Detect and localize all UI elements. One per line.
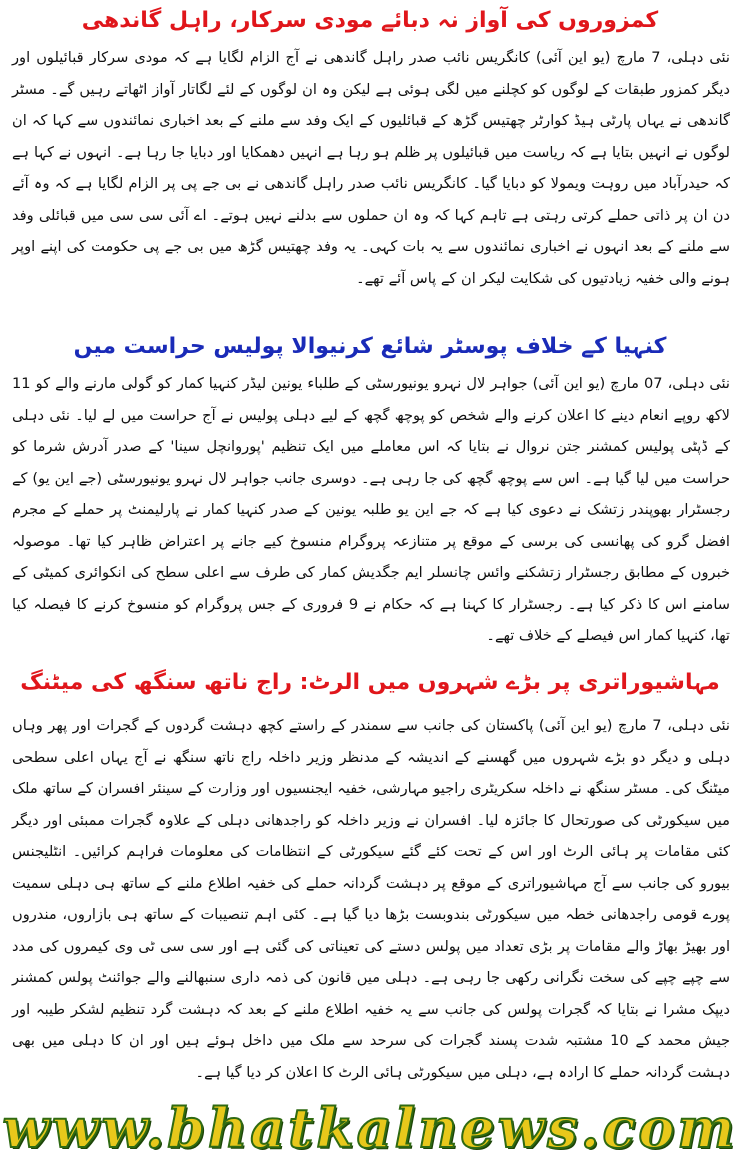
site-url-logo: www.bhatkalnews.com — [2, 1096, 738, 1160]
article-mahashivratri-alert — [0, 660, 740, 1124]
article-rahul-gandhi — [0, 0, 740, 328]
headline-mahashivratri-alert: مہاشیوراتری پر بڑے شہروں میں الرٹ: راج ناتھ سنگھ کی میٹنگ — [20, 670, 720, 695]
site-footer-banner — [0, 1096, 740, 1160]
article-body-rahul-gandhi: نئی دہلی، 7 مارچ (یو این آئی) کانگریس نائب صدر راہل گاندھی نے آج الزام لگایا ہے کہ مودی سرکار قبائیلوں اور دیگر کمزور طبقات کے لوگوں کو کچلنے میں لگی ہوئی ہے لیکن وہ ان لوگوں کے لئے لگاتار آواز اٹھاتے رہیں گے۔ مسٹر گاندھی نے یہاں پارٹی ہیڈ کوارٹر چھتیس گڑھ کے قبائلیوں کے ایک وفد سے ملنے کے بعد اخباری نمائندوں سے کہا کہ ان لوگوں نے انہیں بتایا ہے کہ ریاست میں قبائیلوں پر ظلم ہو رہا ہے انہیں دھمکایا اور دبایا جا رہا ہے۔ انہوں نے کہا ہے کہ حیدرآباد میں روہت ویمولا کو دبایا گیا۔ کانگریس نائب صدر راہل گاندھی نے بی جے پی پر الزام لگایا ہے کہ وہ آئے دن ان پر ذاتی حملے کرتی رہتی ہے تاہم کہا کہ وہ ان حملوں سے بدلنے نہیں ہوتے۔ اے آئی سی سی میں قبائلی وفد سے ملنے کے بعد انہوں نے اخباری نمائندوں سے یہ بات کہی۔ یہ وفد چھتیس گڑھ میں بی جے پی حکومت کی اپنے اوپر ہونے والی خفیہ زیادتیوں کی شکایت لیکر ان کے پاس آئے تھے۔ — [12, 49, 730, 287]
article-body-mahashivratri-alert: نئی دہلی، 7 مارچ (یو این آئی) پاکستان کی جانب سے سمندر کے راستے کچھ دہشت گردوں کے گجرات اور پھر وہاں دہلی و دیگر دو بڑے شہروں میں گھسنے کے اندیشہ کے مدنظر وزیر داخلہ راج ناتھ سنگھ نے آج یہاں اعلی سطحی میٹنگ کی۔ مسٹر سنگھ نے داخلہ سکریٹری راجیو مہارشی، خفیہ ایجنسیوں اور وزارت کے سینئر افسران کے ساتھ ملک میں سیکورٹی کی صورتحال کا جائزہ لیا۔ افسران نے وزیر داخلہ کو راجدھانی دہلی کے علاوہ گجرات ممبئی اور دیگر کئی مقامات پر ہائی الرٹ اور اس کے تحت کئے گئے سیکورٹی کے انتظامات کی معلومات فراہم کرائیں۔ انٹلیجنس بیورو کی جانب سے آج مہاشیوراتری کے موقع پر دہشت گردانہ حملے کی خفیہ اطلاع ملنے کے ساتھ ہی دہلی سمیت پورے قومی راجدھانی خطہ میں سیکورٹی بندوبست بڑھا دیا گیا ہے۔ کئی اہم تنصیبات کے ساتھ ہی بازاروں، مندروں اور بھیڑ بھاڑ والے مقامات پر بڑی تعداد میں پولس دستے کی تعیناتی کی گئی ہے اور سی سی ٹی وی کیمروں کی مدد سے چپے چپے کی سخت نگرانی رکھی جا رہی ہے۔ دہلی میں قانون کی ذمہ داری سنبھالنے والے جوائنٹ پولس کمشنر دیپک مشرا نے بتایا کہ گجرات پولس کی جانب سے یہ خفیہ اطلاع ملنے کے بعد کہ دہشت گرد تنظیم لشکر طیبہ اور جیش محمد کے 10 مشتبہ شدت پسند گجرات کی سرحد سے ملک میں داخل ہوئے ہیں اور ان کا دہلی میں بھی دہشت گردانہ حملے کا ارادہ ہے، دہلی میں سیکورٹی ہائی الرٹ کا اعلان کر دیا گیا ہے۔ — [12, 717, 730, 1081]
article-kanhaiya-poster — [0, 328, 740, 660]
headline-rahul-gandhi: کمزوروں کی آواز نہ دبائے مودی سرکار، راہل گاندھی — [81, 8, 659, 33]
headline-kanhaiya-poster: کنہیا کے خلاف پوسٹر شائع کرنیوالا پولیس حراست میں — [73, 334, 667, 359]
article-body-kanhaiya-poster: نئی دہلی، 07 مارچ (یو این آئی) جواہر لال نہرو یونیورسٹی کے طلباء یونین لیڈر کنہیا کمار کو گولی مارنے والے کو 11 لاکھ روپے انعام دینے کا اعلان کرنے والے شخص کو پوچھ گچھ کے لیے دہلی پولیس نے آج حراست میں لے لیا۔ نئی دہلی کے ڈپٹی پولیس کمشنر جتن نروال نے بتایا کہ اس معاملے میں ایک تنظیم 'پوروانچل سینا' کے صدر آدرش شرما کو حراست میں لیا گیا ہے۔ اس سے پوچھ گچھ کی جا رہی ہے۔ دوسری جانب جواہر لال نہرو یونیورسٹی (جے این یو) کے رجسٹرار بھوپندر زتشک نے دعوی کیا ہے کہ جے این یو طلبہ یونین کے صدر کنہیا کمار نے پارلیمنٹ پر حملے کے مجرم افضل گرو کی پھانسی کی برسی کے موقع پر متنازعہ پروگرام منسوخ کیے جانے پر اعتراض ظاہر کیا تھا۔ موصولہ خبروں کے مطابق رجسٹرار زتشکنے وائس چانسلر ایم جگدیش کمار کی طرف سے اعلی سطح کی انکوائری کمیٹی کے سامنے اس کا ذکر کیا ہے۔ رجسٹرار کا کہنا ہے کہ حکام نے 9 فروری کے جس پروگرام کو منسوخ کرنے کا فیصلہ کیا تھا، کنہیا کمار اس فیصلے کے خلاف تھے۔ — [12, 375, 730, 644]
